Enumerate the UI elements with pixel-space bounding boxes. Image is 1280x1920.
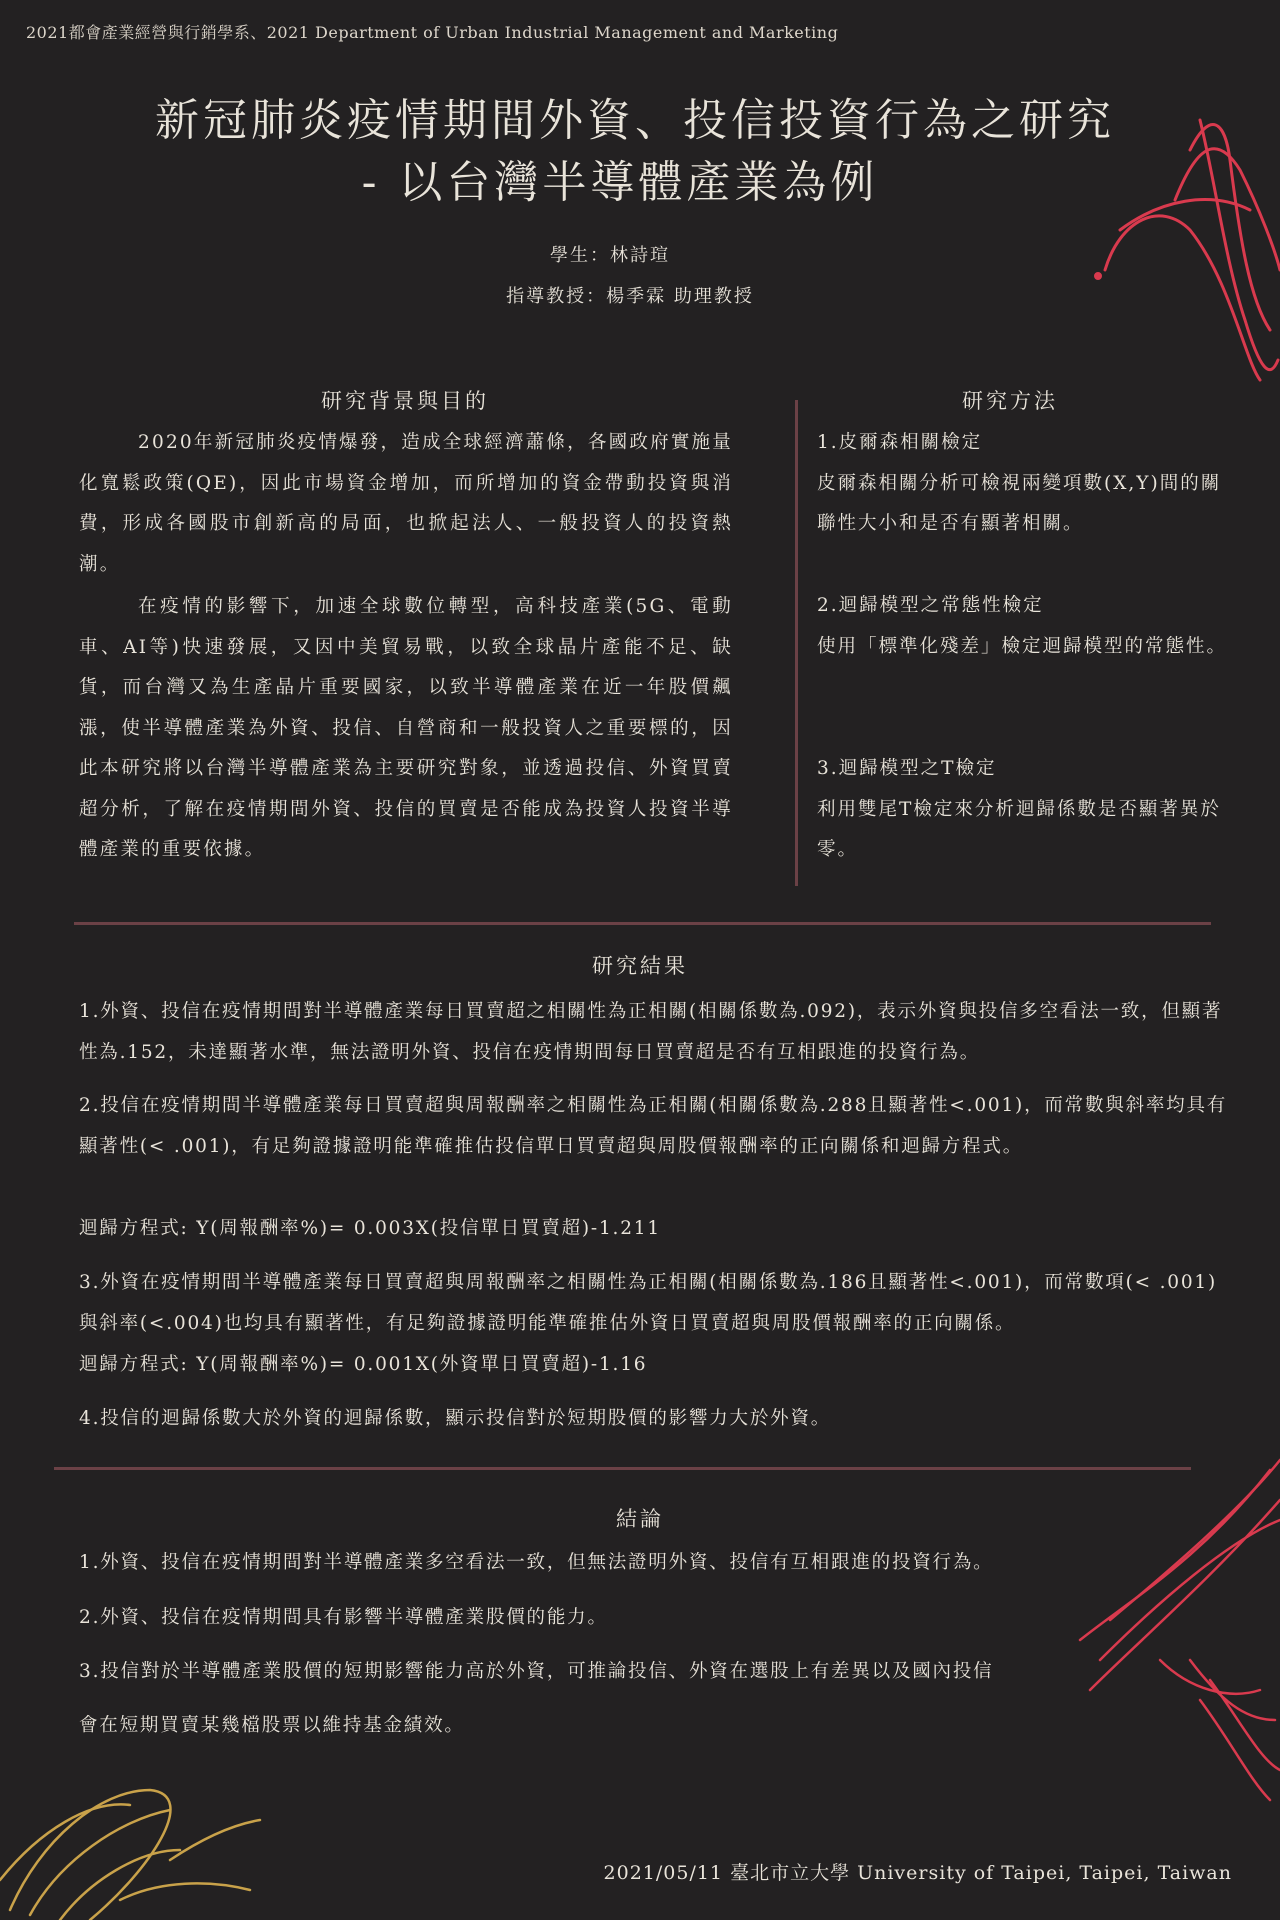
method-description: 利用雙尾T檢定來分析迴歸係數是否顯著異於零。 — [817, 798, 1221, 860]
method-description: 使用「標準化殘差」檢定迴歸模型的常態性。 — [817, 635, 1228, 657]
footer-date-affiliation: 2021/05/11 臺北市立大學 University of Taipei, Taipei, Taiwan — [603, 1862, 1232, 1884]
result-2-equation: 迴歸方程式: Y(周報酬率%)= 0.003X(投信單日買賣超)-1.211 — [79, 1218, 661, 1239]
section-divider-1 — [74, 922, 1211, 925]
result-4: 4.投信的迴歸係數大於外資的迴歸係數，顯示投信對於短期股價的影響力大於外資。 — [79, 1408, 832, 1429]
result-2: 2.投信在疫情期間半導體產業每日買賣超與周報酬率之相關性為正相關(相關係數為.288且顯著性<.001)，而常數與斜率均具有顯著性(< .001)，有足夠證據證明能準確推估投信單日買賣超與周股價報酬率的正向關係和迴歸方程式。 — [79, 1095, 1228, 1157]
poster-title — [0, 90, 1280, 214]
conclusion-3-continued: 會在短期買賣某幾檔股票以維持基金績效。 — [79, 1715, 465, 1736]
method-item-2 — [817, 586, 1237, 667]
methods-heading: 研究方法 — [962, 389, 1058, 413]
method-item-3 — [817, 749, 1237, 871]
title-line-2: - 以台灣半導體產業為例 — [361, 157, 879, 208]
background-heading: 研究背景與目的 — [321, 389, 489, 413]
student-name: 學生：林詩瑄 — [550, 245, 670, 266]
column-divider — [795, 400, 798, 886]
result-3-equation: 迴歸方程式: Y(周報酬率%)= 0.001X(外資單日買賣超)-1.16 — [79, 1354, 648, 1375]
method-item-1 — [817, 423, 1237, 545]
conclusion-3: 3.投信對於半導體產業股價的短期影響能力高於外資，可推論投信、外資在選股上有差異以及國內投信 — [79, 1661, 994, 1682]
title-line-1: 新冠肺炎疫情期間外資、投信投資行為之研究 — [155, 95, 1115, 146]
gold-scribble-bottom — [0, 1790, 260, 1920]
background-paragraph-2: 在疫情的影響下，加速全球數位轉型，高科技產業(5G、電動車、AI等)快速發展，又因中美貿易戰，以致全球晶片產能不足、缺貨，而台灣又為生產晶片重要國家，以致半導體產業在近一年股價飆漲，使半導體產業為外資、投信、自營商和一般投資人之重要標的，因此本研究將以台灣半導體產業為主要研究對象，並透過投信、外資買賣超分析，了解在疫情期間外資、投信的買賣是否能成為投資人投資半導體產業的重要依據。 — [79, 596, 733, 860]
section-divider-2 — [54, 1467, 1191, 1470]
result-1: 1.外資、投信在疫情期間對半導體產業每日買賣超之相關性為正相關(相關係數為.092)，表示外資與投信多空看法一致，但顯著性為.152，未達顯著水準，無法證明外資、投信在疫情期間每日買賣超是否有互相跟進的投資行為。 — [79, 1001, 1223, 1063]
method-title: 3.迴歸模型之T檢定 — [817, 758, 997, 779]
method-title: 1.皮爾森相關檢定 — [817, 432, 983, 453]
background-paragraph-1: 2020年新冠肺炎疫情爆發，造成全球經濟蕭條，各國政府實施量化寬鬆政策(QE)，因此市場資金增加，而所增加的資金帶動投資與消費，形成各國股市創新高的局面，也掀起法人、一般投資人的投資熱潮。 — [79, 432, 733, 575]
result-3: 3.外資在疫情期間半導體產業每日買賣超與周報酬率之相關性為正相關(相關係數為.186且顯著性<.001)，而常數項(< .001)與斜率(<.004)也均具有顯著性，有足夠證據證明能準確推估外資日買賣超與周股價報酬率的正向關係。 — [79, 1272, 1217, 1334]
conclusion-heading: 結論 — [616, 1507, 664, 1531]
results-heading: 研究結果 — [592, 954, 688, 978]
conclusion-2: 2.外資、投信在疫情期間具有影響半導體產業股價的能力。 — [79, 1607, 608, 1628]
method-description: 皮爾森相關分析可檢視兩變項數(X,Y)間的關聯性大小和是否有顯著相關。 — [817, 472, 1222, 534]
advisor-name: 指導教授：楊季霖 助理教授 — [506, 286, 754, 307]
conclusion-1: 1.外資、投信在疫情期間對半導體產業多空看法一致，但無法證明外資、投信有互相跟進的投資行為。 — [79, 1552, 994, 1573]
method-title: 2.迴歸模型之常態性檢定 — [817, 595, 1044, 616]
department-header: 2021都會產業經營與行銷學系、2021 Department of Urban Industrial Management and Marketing — [26, 23, 839, 42]
